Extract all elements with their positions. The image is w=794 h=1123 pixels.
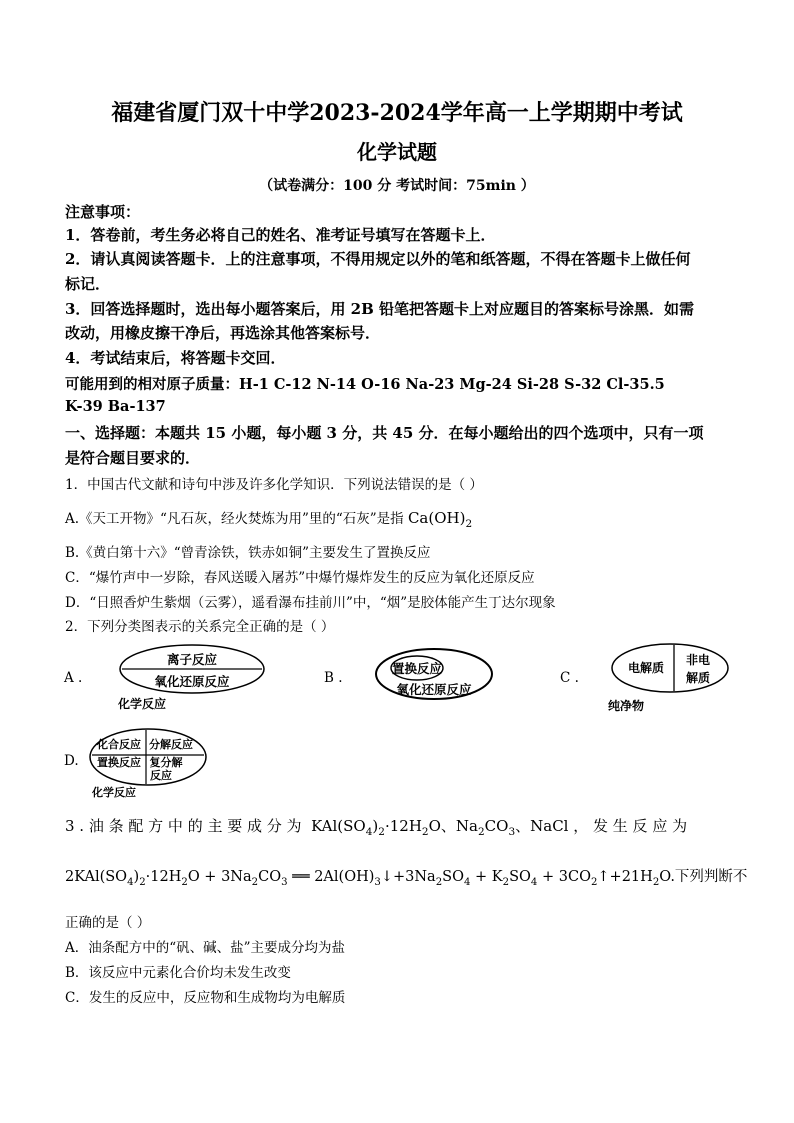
- q3-equation: $2KAl(SO_4)_2\cdot 12H_2O + 3Na_2CO_3$ ══ $2Al(OH)_3↓+3Na_2SO_4 + K_2SO_4$ + $3CO_2↑+21H_2O$.下列判断不: [65, 869, 748, 888]
- q3-option-a: A．油条配方中的“矾、碱、盐”主要成分均为盐: [65, 940, 346, 956]
- q2-label-d: D.: [64, 753, 79, 769]
- notice-item-2: 2．请认真阅读答题卡．上的注意事项，不得用规定以外的笔和纸答题，不得在答题卡上做任何: [65, 250, 691, 268]
- notice-item-2-cont: 标记．: [65, 275, 111, 293]
- diagram-d-tr: 分解反应: [149, 738, 193, 751]
- diagram-a-top: 离子反应: [166, 652, 218, 667]
- q2-diagram-b: [372, 646, 497, 704]
- q1-stem: 1．中国古代文献和诗句中涉及许多化学知识．下列说法错误的是（ ）: [65, 477, 483, 493]
- q1-option-b: B.《黄白第十六》“曾青涂铁，铁赤如铜”主要发生了置换反应: [65, 545, 431, 561]
- diagram-d-tl: 化合反应: [97, 738, 141, 751]
- q3-stem-prefix: 3 . 油 条 配 方 中 的 主 要 成 分 为: [65, 817, 302, 835]
- q2-diagram-a: [112, 642, 267, 714]
- q1-formula-sub: 2: [465, 518, 473, 530]
- section-heading: 一、选择题：本题共 15 小题，每小题 3 分，共 45 分．在每小题给出的四个选项中，只有一项: [65, 424, 704, 442]
- q2-label-a: A .: [64, 670, 83, 686]
- q2-label-b: B .: [324, 670, 343, 686]
- atomic-mass-line-1: 可能用到的相对原子质量：H-1 C-12 N-14 O-16 Na-23 Mg-24 Si-28 S-32 Cl-35.5: [65, 376, 665, 393]
- diagram-d-bl: 置换反应: [97, 756, 141, 769]
- notice-item-4: 4．考试结束后，将答题卡交回．: [65, 349, 286, 367]
- diagram-c-right-2: 解质: [685, 671, 711, 685]
- diagram-c-right-1: 非电: [685, 653, 711, 667]
- q3-equation-tail: .下列判断不: [670, 869, 748, 885]
- q3-option-b: B．该反应中元素化合价均未发生改变: [65, 965, 291, 981]
- q3-formula-kal: $KAl(SO_4)_2\cdot 12H_2O$、$Na_2CO_3$、NaCl: [311, 817, 569, 838]
- page-title: 福建省厦门双十中学2023-2024学年高一上学期期中考试: [111, 100, 683, 126]
- notice-item-3-cont: 改动，用橡皮擦干净后，再选涂其他答案标号．: [65, 324, 381, 342]
- diagram-d-outer: 化学反应: [92, 786, 136, 799]
- page-subtitle: 化学试题: [357, 140, 437, 164]
- q3-stem-line3: 正确的是（ ）: [65, 915, 151, 931]
- diagram-d-br-2: 反应: [150, 769, 172, 782]
- q3-stem-line1: [65, 815, 687, 838]
- q1-option-a-formula: [407, 509, 473, 530]
- q1-formula-main: Ca(OH): [407, 509, 466, 527]
- notice-item-1: 1．答卷前，考生务必将自己的姓名、准考证号填写在答题卡上．: [65, 226, 496, 244]
- notice-item-3: 3．回答选择题时，选出每小题答案后，用 2B 铅笔把答题卡上对应题目的答案标号涂黑．如需: [65, 300, 695, 318]
- atomic-mass-line-2: K-39 Ba-137: [65, 398, 166, 415]
- section-heading-cont: 是符合题目要求的．: [65, 449, 201, 467]
- q3-stem-rest: ， 发 生 反 应 为: [573, 817, 688, 835]
- diagram-c-outer: 纯净物: [608, 699, 645, 713]
- diagram-d-br-1: 复分解: [149, 756, 183, 769]
- q1-option-a: [65, 507, 472, 530]
- q3-option-c: C．发生的反应中，反应物和生成物均为电解质: [65, 990, 346, 1006]
- diagram-b-bottom: 氧化还原反应: [396, 682, 472, 697]
- q2-diagram-c: [604, 642, 730, 716]
- q3-formula-kal-text: KAl(SO: [311, 817, 366, 835]
- q2-diagram-d: [86, 726, 211, 800]
- diagram-a-bottom: 氧化还原反应: [154, 674, 230, 689]
- q2-stem: 2．下列分类图表示的关系完全正确的是（ ）: [65, 619, 335, 635]
- diagram-c-left: 电解质: [627, 661, 665, 675]
- q1-option-d: D．“日照香炉生紫烟（云雾），遥看瀑布挂前川”中，“烟”是胶体能产生丁达尔现象: [65, 595, 556, 611]
- q1-option-a-text: A.《天工开物》“凡石灰，经火焚炼为用”里的“石灰”是指: [65, 511, 404, 527]
- q1-option-c: C．“爆竹声中一岁除，春风送暖入屠苏”中爆竹爆炸发生的反应为氧化还原反应: [65, 570, 535, 586]
- q2-label-c: C .: [560, 670, 579, 686]
- exam-meta: （试卷满分：100 分 考试时间：75min ）: [259, 178, 535, 194]
- diagram-b-top: 置换反应: [391, 661, 443, 676]
- notice-heading: 注意事项：: [65, 203, 141, 221]
- diagram-a-outer: 化学反应: [118, 697, 167, 711]
